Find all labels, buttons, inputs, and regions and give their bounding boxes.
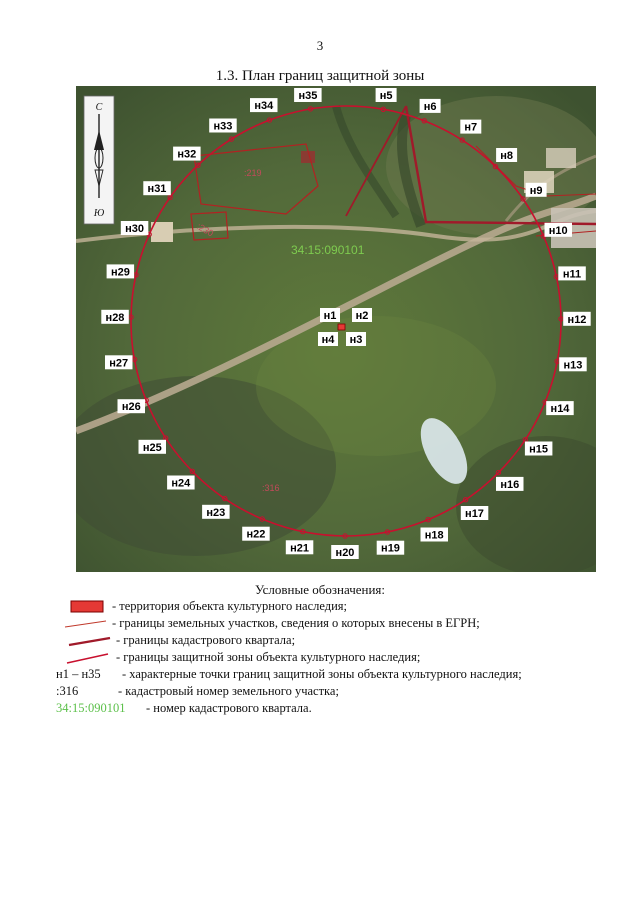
zone-point-label: н18 bbox=[424, 529, 444, 542]
monument-point-label: н2 bbox=[355, 310, 369, 322]
zone-point-label: н9 bbox=[529, 184, 543, 197]
heritage-object-territory bbox=[338, 324, 345, 330]
zone-point-label: н34 bbox=[254, 100, 274, 113]
zone-point-label: н5 bbox=[379, 90, 393, 102]
zone-point-label: н13 bbox=[563, 359, 583, 372]
points-range-code: н1 – н35 bbox=[56, 667, 101, 681]
monument-point-label: н1 bbox=[323, 310, 337, 322]
zone-point-label: н14 bbox=[550, 403, 570, 416]
zone-point-label: н7 bbox=[464, 121, 478, 134]
legend-parcel-number-text: - кадастровый номер земельного участка; bbox=[118, 684, 339, 698]
zone-point-label: н33 bbox=[213, 120, 233, 133]
zone-point-label: н6 bbox=[423, 100, 437, 113]
zone-point-label: н26 bbox=[121, 401, 141, 414]
legend-item-quarter-number bbox=[56, 700, 616, 717]
legend-points-text: - характерные точки границ защитной зоны объекта культурного наследия; bbox=[122, 667, 522, 681]
legend-item-heritage bbox=[56, 598, 616, 615]
quarter-number-code: 34:15:090101 bbox=[56, 701, 126, 715]
legend-item-parcel-number bbox=[56, 683, 616, 700]
zone-point-label: н12 bbox=[567, 313, 587, 326]
quarter-number-label: 34:15:090101 bbox=[291, 243, 365, 257]
zone-point-label: н25 bbox=[142, 441, 162, 454]
zone-point-label: н16 bbox=[500, 478, 520, 491]
legend-heading: Условные обозначения: bbox=[254, 582, 386, 597]
zone-point-label: н15 bbox=[529, 443, 549, 456]
legend-zone-text: - границы защитной зоны объекта культурного наследия; bbox=[116, 650, 421, 664]
zone-point-label: н22 bbox=[246, 528, 266, 541]
compass-north-label: С bbox=[95, 102, 103, 113]
zone-point-label: н8 bbox=[500, 150, 513, 162]
zone-line-symbol bbox=[66, 649, 110, 666]
heritage-area-symbol bbox=[70, 598, 106, 615]
zone-point-label: н24 bbox=[171, 477, 191, 490]
map-canvas bbox=[76, 86, 596, 572]
zone-point-label: н27 bbox=[109, 357, 129, 370]
legend-quarter-text: - границы кадастрового квартала; bbox=[116, 633, 296, 647]
legend-heritage-text: - территория объекта культурного наследия; bbox=[112, 599, 348, 613]
zone-point-label: н28 bbox=[105, 311, 125, 324]
satellite-map[interactable] bbox=[76, 86, 596, 572]
parcel-number-code: :316 bbox=[56, 684, 79, 698]
legend-item-parcels bbox=[56, 615, 616, 632]
zone-point-label: н21 bbox=[290, 542, 310, 555]
zone-point-label: н19 bbox=[381, 542, 400, 555]
building-northeast-2 bbox=[546, 148, 576, 168]
zone-point-label: н11 bbox=[562, 268, 582, 281]
parcel-line-symbol bbox=[64, 615, 108, 632]
zone-point-label: н23 bbox=[206, 506, 226, 519]
legend-parcels-text: - границы земельных участков, сведения о которых внесены в ЕГРН; bbox=[112, 616, 480, 630]
legend-item-quarter bbox=[56, 632, 616, 649]
zone-point-label: н10 bbox=[548, 224, 568, 237]
zone-point-label: н20 bbox=[335, 547, 355, 559]
parcel-label-219: :219 bbox=[244, 168, 262, 178]
zone-point-label: н31 bbox=[147, 183, 167, 196]
page-title: 1.3. План границ защитной зоны bbox=[215, 68, 425, 84]
zone-point-label: н32 bbox=[177, 148, 197, 161]
zone-point-label: н30 bbox=[125, 223, 145, 235]
page-number: 3 bbox=[316, 38, 324, 53]
north-arrow bbox=[84, 96, 114, 224]
monument-point-label: н3 bbox=[349, 334, 363, 346]
legend-item-zone bbox=[56, 649, 616, 666]
zone-point-label: н29 bbox=[110, 266, 130, 279]
monument-point-label: н4 bbox=[321, 334, 335, 346]
quarter-line-symbol bbox=[68, 632, 112, 649]
legend bbox=[56, 598, 616, 717]
parcel-label-230: :230 bbox=[195, 221, 216, 239]
legend-item-points bbox=[56, 666, 616, 683]
zone-point-label: н35 bbox=[298, 90, 318, 102]
zone-point-label: н17 bbox=[465, 508, 484, 520]
compass-south-label: Ю bbox=[93, 208, 105, 219]
parcel-label-316: :316 bbox=[262, 483, 280, 493]
legend-quarter-number-text: - номер кадастрового квартала. bbox=[146, 701, 312, 715]
